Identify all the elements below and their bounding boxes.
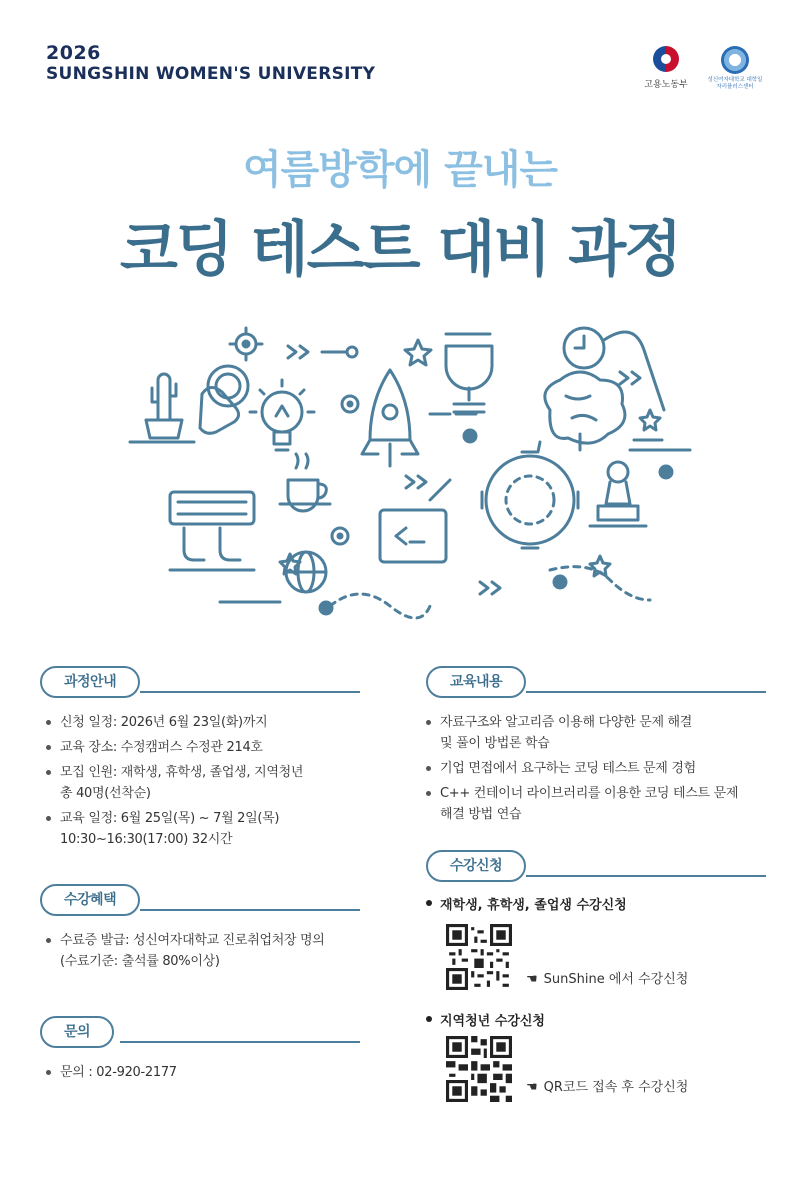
benefits-header [40,884,360,914]
center-logo [706,46,764,91]
registration-header [426,850,766,880]
cactus-icon [130,374,194,442]
center-logo-caption: 성신여자대학교 대학일자리플러스센터 [707,77,763,90]
title-line2: 코딩 테스트 대비 과정 [119,215,681,285]
content-heading: 교육내용 [426,666,526,698]
gear-icon [482,442,578,548]
contact-rule [120,1041,360,1043]
content-list [426,712,772,829]
local-youth-qr-code[interactable] [446,1036,512,1102]
stamp-icon [590,462,646,526]
content-header [426,666,766,696]
brain-icon [545,372,625,450]
pointing-hand-icon: ☚ [526,972,538,987]
list-item: 모집 인원: 재학생, 휴학생, 졸업생, 지역청년 총 40명(선착순) [46,762,366,804]
course-info-header [40,666,360,696]
content-rule [526,691,766,693]
rocket-icon [362,370,418,466]
ministry-emblem-icon [653,46,679,72]
sunshine-qr-code[interactable] [446,924,512,990]
registration-rule [526,875,766,877]
registration-heading: 수강신청 [426,850,526,882]
list-item: 기업 면접에서 요구하는 코딩 테스트 문제 경험 [426,758,772,779]
header-year: 2026 [46,42,101,64]
trophy-icon [446,334,492,412]
registration-group1-note: ☚ SunShine 에서 수강신청 [526,972,689,987]
center-emblem-icon [721,46,749,74]
list-item: 교육 장소: 수정캠퍼스 수정관 214호 [46,737,366,758]
ministry-logo [636,46,696,90]
coffee-icon [280,454,330,511]
title-line1: 여름방학에 끝내는 [242,147,558,193]
list-item: 교육 일정: 6월 25일(목) ~ 7월 2일(목) 10:30~16:30(17:00) 32시간 [46,808,366,850]
registration-group1-title: 재학생, 휴학생, 졸업생 수강신청 [426,894,627,913]
lightbulb-icon [250,380,314,450]
registration-group2-note: ☚ QR코드 접속 후 수강신청 [526,1080,689,1095]
drawing-tablet-icon [380,480,450,562]
course-info-heading: 과정안내 [40,666,140,698]
list-item: 문의 : 02-920-2177 [46,1062,366,1083]
benefits-heading: 수강혜택 [40,884,140,916]
keyboard-icon [170,492,254,570]
list-item: 수료증 발급: 성신여자대학교 진로취업처장 명의 (수료기준: 출석률 80%이상) [46,930,366,972]
benefits-list [46,930,366,976]
touch-hand-icon [200,366,248,433]
list-item: 자료구조와 알고리즘 이용해 다양한 문제 해결 및 풀이 방법론 학습 [426,712,772,754]
pointing-hand-icon: ☚ [526,1080,538,1095]
course-info-rule [140,691,360,693]
course-info-list [46,712,366,854]
contact-list [46,1062,366,1087]
contact-header [40,1016,360,1046]
benefits-rule [140,909,360,911]
contact-heading: 문의 [40,1016,114,1048]
ministry-logo-caption: 고용노동부 [644,80,688,90]
coding-illustration [110,320,710,620]
target-icon [230,328,262,360]
list-item: C++ 컨테이너 라이브러리를 이용한 코딩 테스트 문제 해결 방법 연습 [426,783,772,825]
header-university: SUNGSHIN WOMEN'S UNIVERSITY [46,64,376,84]
list-item: 신청 일정: 2026년 6월 23일(화)까지 [46,712,366,733]
registration-group2-title: 지역청년 수강신청 [426,1010,545,1029]
